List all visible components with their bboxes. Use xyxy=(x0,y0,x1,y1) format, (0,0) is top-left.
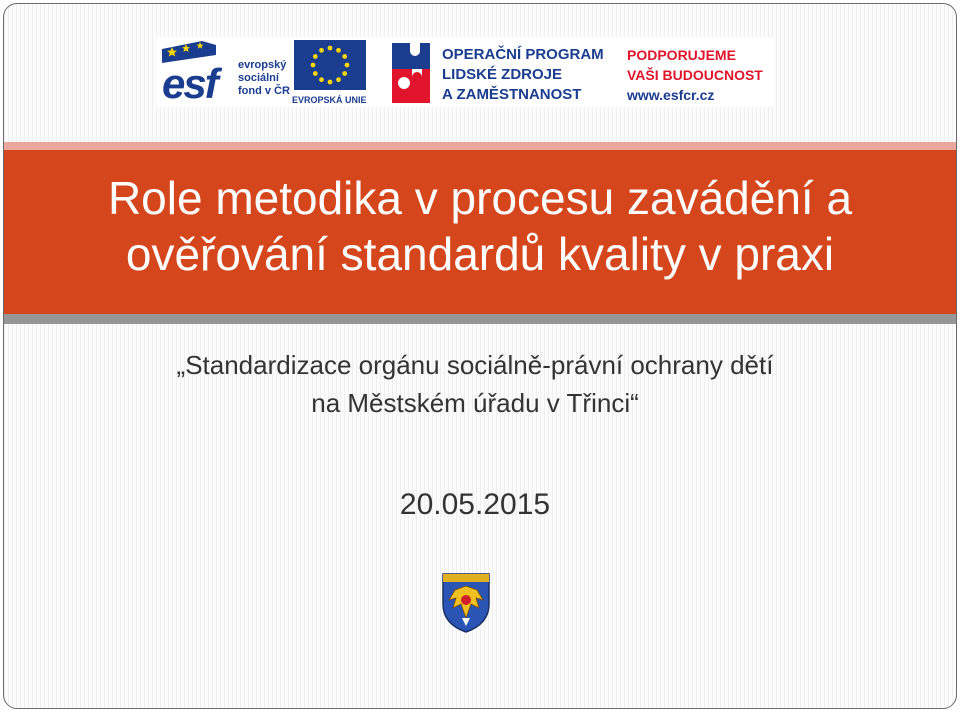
logo-strip xyxy=(156,37,774,107)
title-band-shadow xyxy=(4,314,956,324)
esf-subtitle-line: fond v ČR xyxy=(238,85,290,97)
support-line: PODPORUJEME xyxy=(627,47,736,63)
esf-subtitle xyxy=(238,59,300,98)
puzzle-icon xyxy=(390,41,432,105)
subtitle-line: „Standardizace orgánu sociálně-právní ochrany dětí xyxy=(176,350,774,380)
eu-flag-icon xyxy=(294,40,366,90)
subtitle-line: na Městském úřadu v Třinci“ xyxy=(311,388,639,418)
op-line: LIDSKÉ ZDROJE xyxy=(442,66,563,83)
op-line: OPERAČNÍ PROGRAM xyxy=(442,46,604,63)
esf-subtitle-line: evropský xyxy=(238,59,287,71)
title-line: Role metodika v procesu zavádění a xyxy=(107,172,853,224)
title-line: ověřování standardů kvality v praxi xyxy=(125,228,835,280)
op-line: A ZAMĚSTNANOST xyxy=(442,86,582,103)
eu-label: EVROPSKÁ UNIE xyxy=(292,95,367,105)
support-line: VAŠI BUDOUCNOST xyxy=(627,67,763,83)
slide-subtitle xyxy=(4,346,946,422)
title-band-highlight xyxy=(4,142,956,150)
support-text xyxy=(627,45,763,105)
esf-subtitle-line: sociální xyxy=(238,72,279,84)
slide-title xyxy=(4,170,956,282)
coat-of-arms-icon xyxy=(441,572,491,634)
slide xyxy=(3,3,957,709)
slide-date: 20.05.2015 xyxy=(399,488,551,521)
support-web: www.esfcr.cz xyxy=(627,87,715,103)
esf-wordmark: esf xyxy=(162,60,217,107)
op-program-text xyxy=(442,45,604,105)
